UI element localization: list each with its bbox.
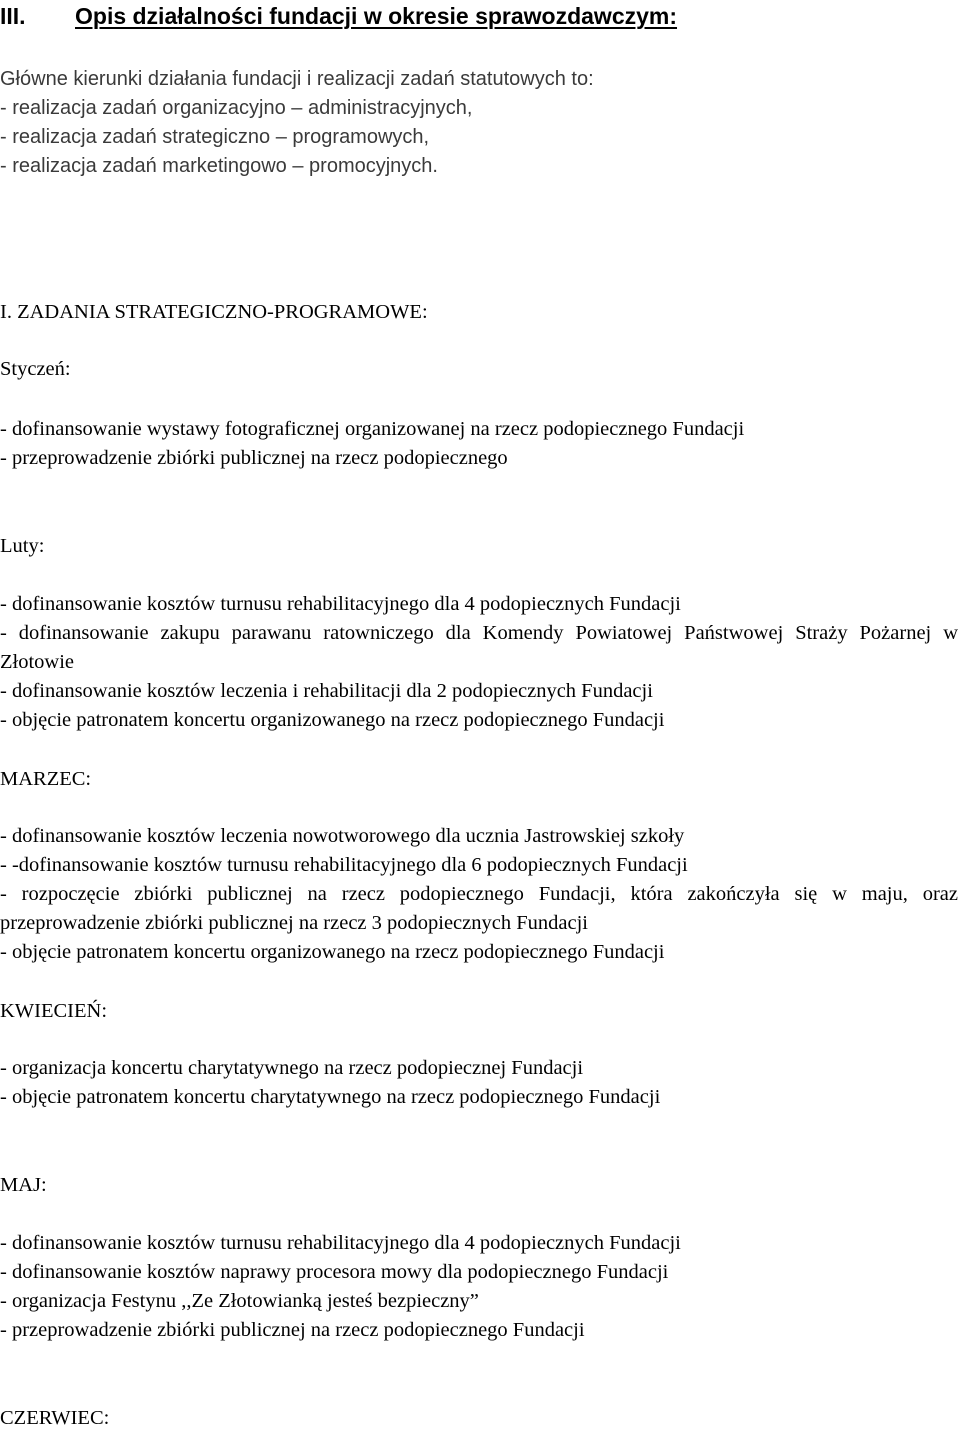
- section-title: I. ZADANIA STRATEGICZNO-PROGRAMOWE:: [0, 301, 428, 323]
- month-heading: Styczeń:: [0, 358, 71, 380]
- month-items-styczen: [0, 415, 958, 473]
- section-title-block: [0, 298, 958, 327]
- list-item: - dofinansowanie zakupu parawanu ratowniczego dla Komendy Powiatowej Państwowej Straży Pożarnej w Złotowie: [0, 622, 958, 673]
- month-section-kwiecien: [0, 997, 958, 1026]
- month-heading: MARZEC:: [0, 768, 92, 790]
- month-heading: MAJ:: [0, 1174, 47, 1196]
- list-item: - dofinansowanie kosztów turnusu rehabilitacyjnego dla 4 podopiecznych Fundacji: [0, 593, 681, 615]
- list-item: - przeprowadzenie zbiórki publicznej na rzecz podopiecznego Fundacji: [0, 1319, 585, 1341]
- month-heading: CZERWIEC:: [0, 1407, 110, 1429]
- list-item: - rozpoczęcie zbiórki publicznej na rzecz podopiecznego Fundacji, która zakończyła się w maju, oraz przeprowadzenie zbiórki publicznej na rzecz 3 podopiecznych Fundacji: [0, 883, 958, 934]
- list-item: - objęcie patronatem koncertu organizowanego na rzecz podopiecznego Fundacji: [0, 941, 665, 963]
- list-item: - przeprowadzenie zbiórki publicznej na rzecz podopiecznego: [0, 447, 508, 469]
- list-item: - organizacja koncertu charytatywnego na rzecz podopiecznej Fundacji: [0, 1057, 584, 1079]
- intro-item: - realizacja zadań marketingowo – promocyjnych.: [0, 155, 438, 177]
- list-item: - dofinansowanie kosztów naprawy procesora mowy dla podopiecznego Fundacji: [0, 1261, 669, 1283]
- header-number: III.: [0, 3, 26, 29]
- list-item: - dofinansowanie wystawy fotograficznej organizowanej na rzecz podopiecznego Fundacji: [0, 418, 745, 440]
- intro-block: [0, 65, 958, 181]
- list-item: - dofinansowanie kosztów leczenia i rehabilitacji dla 2 podopiecznych Fundacji: [0, 680, 653, 702]
- month-items-kwiecien: [0, 1054, 958, 1112]
- intro-item: - realizacja zadań strategiczno – programowych,: [0, 126, 430, 148]
- month-heading: Luty:: [0, 535, 45, 557]
- month-heading: KWIECIEŃ:: [0, 1000, 108, 1022]
- intro-item: - realizacja zadań organizacyjno – administracyjnych,: [0, 97, 473, 119]
- month-section-czerwiec: [0, 1404, 958, 1433]
- list-item: - -dofinansowanie kosztów turnusu rehabilitacyjnego dla 6 podopiecznych Fundacji: [0, 854, 688, 876]
- list-item: - objęcie patronatem koncertu charytatywnego na rzecz podopiecznego Fundacji: [0, 1086, 661, 1108]
- list-item: - dofinansowanie kosztów leczenia nowotworowego dla ucznia Jastrowskiej szkoły: [0, 825, 685, 847]
- month-section-styczen: [0, 355, 958, 384]
- header-title: Opis działalności fundacji w okresie sprawozdawczym:: [75, 3, 678, 29]
- intro-lead: Główne kierunki działania fundacji i realizacji zadań statutowych to:: [0, 68, 594, 90]
- month-items-luty: [0, 590, 958, 735]
- document-header: [0, 0, 958, 34]
- month-section-marzec: [0, 765, 958, 794]
- month-section-luty: [0, 532, 958, 561]
- list-item: - objęcie patronatem koncertu organizowanego na rzecz podopiecznego Fundacji: [0, 709, 665, 731]
- month-section-maj: [0, 1171, 958, 1200]
- month-items-maj: [0, 1229, 958, 1345]
- list-item: - dofinansowanie kosztów turnusu rehabilitacyjnego dla 4 podopiecznych Fundacji: [0, 1232, 681, 1254]
- list-item: - organizacja Festynu ,,Ze Złotowianką jesteś bezpieczny”: [0, 1290, 479, 1312]
- month-items-marzec: [0, 822, 958, 967]
